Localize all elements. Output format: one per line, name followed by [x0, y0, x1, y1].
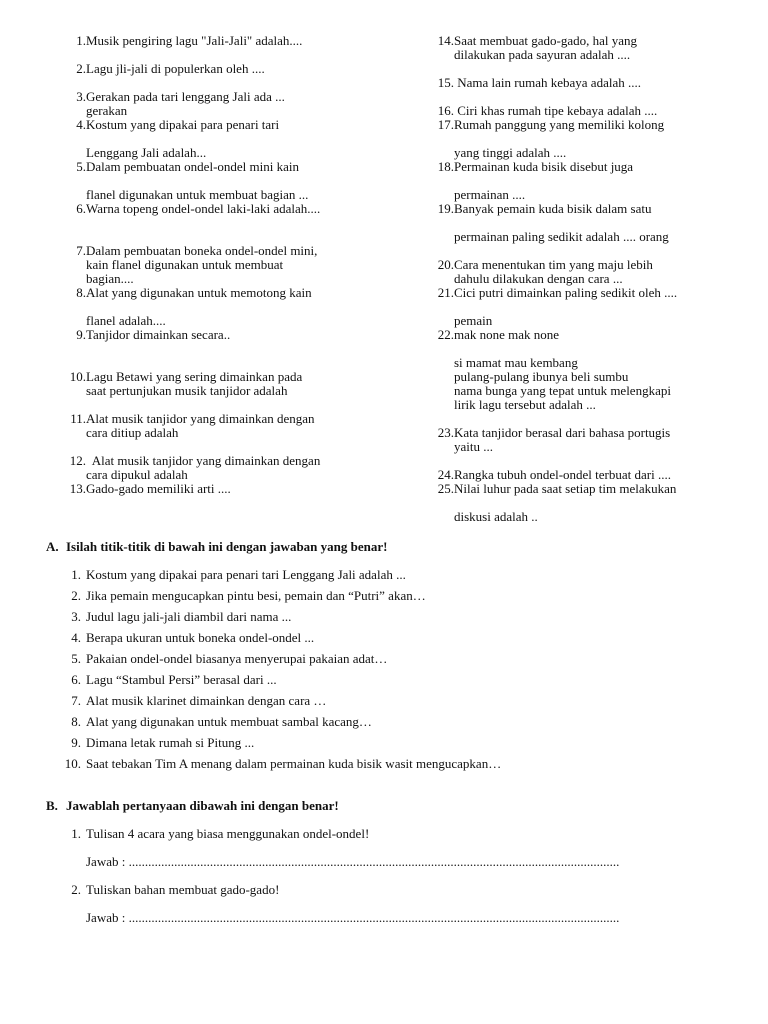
question-text: Alat yang digunakan untuk memotong kain flanel adalah.... [86, 285, 312, 328]
question-text: Cara menentukan tim yang maju lebih dahulu dilakukan dengan cara ... [454, 257, 653, 286]
question-text: Warna topeng ondel-ondel laki-laki adalah.... [86, 201, 321, 216]
item-number: 1. [71, 567, 81, 582]
item-number: 2. [71, 882, 81, 897]
item-text: Alat yang digunakan untuk membuat sambal kacang… [86, 714, 372, 729]
question-number: 6. [76, 201, 86, 216]
question-number: 2. [76, 61, 86, 76]
item-text: Saat tebakan Tim A menang dalam permainan kuda bisik wasit mengucapkan… [86, 756, 502, 771]
question-text: Permainan kuda bisik disebut juga permainan .... [454, 159, 634, 202]
question-text: Alat musik tanjidor yang dimainkan dengan cara ditiup adalah [86, 411, 315, 440]
answer-line[interactable]: Jawab : ....................................................................................................................................................... [86, 910, 620, 925]
item-number: 6. [71, 672, 81, 687]
question-number: 10. [69, 369, 86, 384]
item-number: 7. [71, 693, 81, 708]
item-number: 1. [71, 826, 81, 841]
section-b-heading [46, 799, 339, 813]
question-text: Gerakan pada tari lenggang Jali ada ... gerakan [86, 89, 285, 118]
question-text: Tanjidor dimainkan secara.. [86, 327, 231, 342]
question-number: 7. [76, 243, 86, 258]
question-number: 25. [437, 481, 454, 496]
item-text: Jika pemain mengucapkan pintu besi, pemain dan “Putri” akan… [86, 588, 426, 603]
question-text: Ciri khas rumah tipe kebaya adalah .... [454, 103, 658, 118]
question-number: 17. [437, 117, 454, 132]
question-number: 18. [437, 159, 454, 174]
item-text: Lagu “Stambul Persi” berasal dari ... [86, 672, 277, 687]
question-text: Dalam pembuatan ondel-ondel mini kain flanel digunakan untuk membuat bagian ... [86, 159, 309, 202]
section-a-title: Isilah titik-titik di bawah ini dengan jawaban yang benar! [66, 539, 388, 554]
answer-line[interactable]: Jawab : ....................................................................................................................................................... [86, 854, 620, 869]
question-text: Alat musik tanjidor yang dimainkan dengan cara dipukul adalah [86, 453, 321, 482]
question-number: 8. [76, 285, 86, 300]
question-text: Nilai luhur pada saat setiap tim melakukan diskusi adalah .. [454, 481, 677, 524]
question-number: 24. [437, 467, 454, 482]
question-text: Kata tanjidor berasal dari bahasa portugis yaitu ... [454, 425, 671, 454]
item-text: Tuliskan bahan membuat gado-gado! [86, 882, 280, 897]
item-text: Alat musik klarinet dimainkan dengan cara … [86, 693, 327, 708]
question-text: mak none mak none si mamat mau kembang pulang-pulang ibunya beli sumbu nama bunga yang tepat untuk melengkapi lirik lagu tersebut adalah ... [454, 327, 671, 412]
item-number: 9. [71, 735, 81, 750]
question-number: 19. [437, 201, 454, 216]
question-text: Saat membuat gado-gado, hal yang dilakukan pada sayuran adalah .... [454, 33, 638, 62]
question-text: Rumah panggung yang memiliki kolong yang tinggi adalah .... [454, 117, 665, 160]
item-text: Dimana letak rumah si Pitung ... [86, 735, 255, 750]
item-number: 3. [71, 609, 81, 624]
item-number: 2. [71, 588, 81, 603]
question-number: 13. [69, 481, 86, 496]
section-a-heading [46, 540, 387, 554]
section-b-letter: B. [46, 798, 58, 813]
question-number: 14. [437, 33, 454, 48]
question-number: 12. [69, 453, 86, 468]
question-text: Gado-gado memiliki arti .... [86, 481, 231, 496]
question-number: 22. [437, 327, 454, 342]
item-text: Kostum yang dipakai para penari tari Lenggang Jali adalah ... [86, 567, 406, 582]
question-number: 11. [70, 411, 86, 426]
question-text: Rangka tubuh ondel-ondel terbuat dari .... [454, 467, 671, 482]
question-text: Lagu jli-jali di populerkan oleh .... [86, 61, 265, 76]
item-text: Pakaian ondel-ondel biasanya menyerupai pakaian adat… [86, 651, 388, 666]
item-text: Berapa ukuran untuk boneka ondel-ondel ... [86, 630, 315, 645]
question-text: Dalam pembuatan boneka ondel-ondel mini, kain flanel digunakan untuk membuat bagian.... [86, 243, 318, 286]
question-number: 9. [76, 327, 86, 342]
item-number: 5. [71, 651, 81, 666]
question-number: 5. [76, 159, 86, 174]
item-number: 8. [71, 714, 81, 729]
section-a-letter: A. [46, 539, 59, 554]
section-b-title: Jawablah pertanyaan dibawah ini dengan benar! [66, 798, 339, 813]
question-number: 23. [437, 425, 454, 440]
question-number: 15. [437, 75, 454, 90]
question-text: Nama lain rumah kebaya adalah .... [454, 75, 641, 90]
question-number: 20. [437, 257, 454, 272]
question-text: Lagu Betawi yang sering dimainkan pada saat pertunjukan musik tanjidor adalah [86, 369, 303, 398]
question-number: 1. [76, 33, 86, 48]
item-number: 10. [64, 756, 81, 771]
question-number: 16. [437, 103, 454, 118]
item-text: Tulisan 4 acara yang biasa menggunakan ondel-ondel! [86, 826, 370, 841]
item-number: 4. [71, 630, 81, 645]
item-text: Judul lagu jali-jali diambil dari nama ... [86, 609, 292, 624]
question-text: Banyak pemain kuda bisik dalam satu permainan paling sedikit adalah .... orang [454, 201, 669, 244]
question-number: 3. [76, 89, 86, 104]
question-number: 4. [76, 117, 86, 132]
question-text: Kostum yang dipakai para penari tari Lenggang Jali adalah... [86, 117, 280, 160]
question-number: 21. [437, 285, 454, 300]
question-text: Musik pengiring lagu "Jali-Jali" adalah.... [86, 33, 303, 48]
question-text: Cici putri dimainkan paling sedikit oleh .... pemain [454, 285, 678, 328]
